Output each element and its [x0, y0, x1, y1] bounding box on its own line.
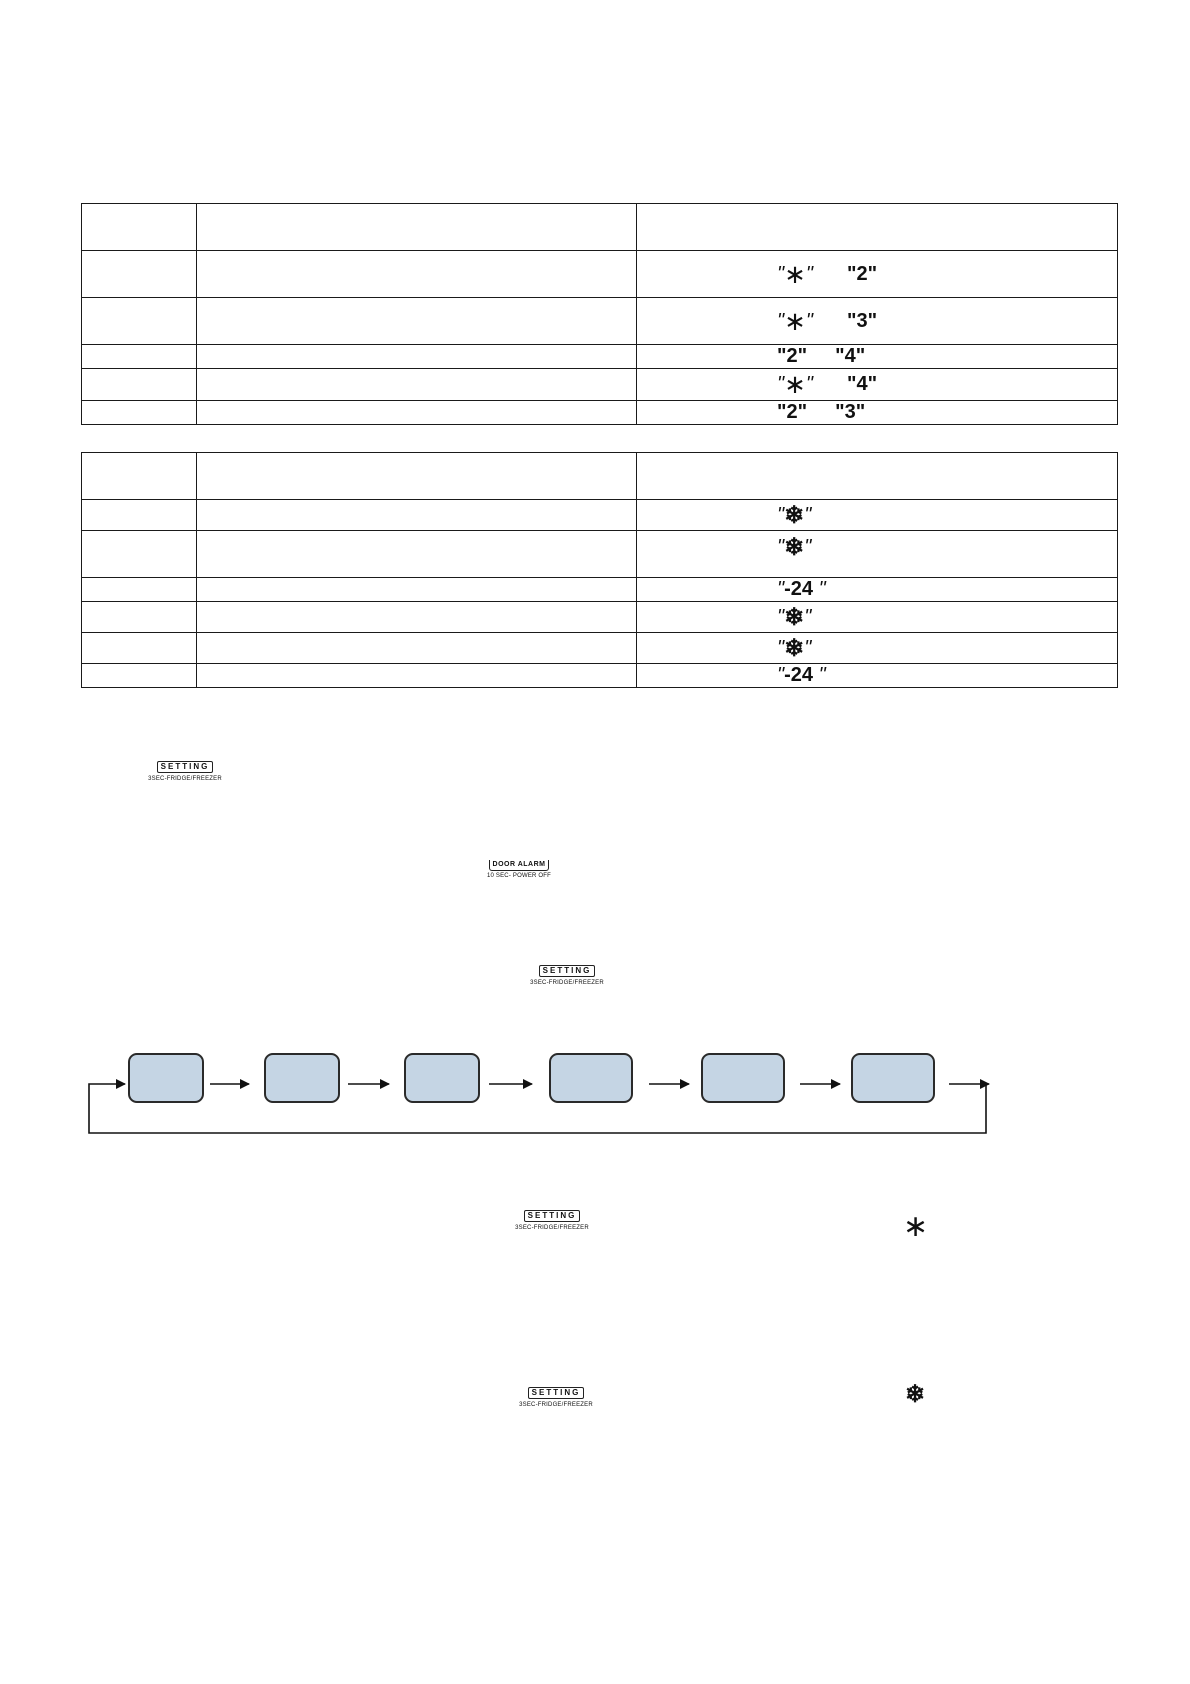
setting-button-icon — [145, 756, 225, 783]
value-text: 2 — [856, 262, 868, 285]
flow-step-box — [549, 1053, 633, 1103]
table-header-row — [82, 204, 1118, 251]
setting-label: SETTING — [157, 761, 214, 773]
freezer-symbol-icon: ❄ — [905, 1381, 926, 1408]
setting-label: SETTING — [528, 1387, 585, 1399]
table-header-row — [82, 453, 1118, 500]
fridge-symbol-icon: ∗ — [784, 305, 806, 336]
door-alarm-label: DOOR ALARM — [489, 860, 550, 871]
flow-step-box — [851, 1053, 935, 1103]
setting-button-icon — [508, 1205, 596, 1232]
value-text: 4 — [844, 345, 856, 367]
value-text: 2 — [786, 401, 798, 423]
fridge-settings-table — [81, 203, 1118, 425]
setting-sublabel: 3SEC-FRIDGE/FREEZER — [519, 1402, 593, 1408]
table-row: "∗" "3" — [82, 298, 1118, 345]
value-text: 3 — [856, 309, 868, 332]
setting-sublabel: 3SEC-FRIDGE/FREEZER — [515, 1225, 589, 1231]
table-row: "2" "3" — [82, 401, 1118, 425]
flow-step-box — [128, 1053, 204, 1103]
freezer-settings-table — [81, 452, 1118, 688]
value-text: 4 — [856, 372, 868, 395]
setting-sublabel: 3SEC-FRIDGE/FREEZER — [530, 980, 604, 986]
table-row: "❄" — [82, 602, 1118, 633]
setting-sublabel: 3SEC-FRIDGE/FREEZER — [148, 776, 222, 782]
table-row: "-24 " — [82, 664, 1118, 688]
temperature-value: -24 — [784, 664, 814, 686]
fridge-symbol-icon: ∗ — [784, 258, 806, 289]
temperature-value: -24 — [784, 578, 814, 600]
fridge-symbol-icon: ∗ — [784, 369, 806, 399]
setting-label: SETTING — [539, 965, 596, 977]
table-row: "❄" — [82, 500, 1118, 531]
freezer-symbol-icon: ❄ — [784, 603, 805, 631]
value-text: 2 — [786, 345, 798, 367]
table-row: "❄" — [82, 633, 1118, 664]
setting-button-icon — [514, 1382, 598, 1409]
table-row: "-24 " — [82, 578, 1118, 602]
value-text: 3 — [844, 401, 856, 423]
setting-button-icon — [523, 960, 611, 987]
door-alarm-sublabel: 10 SEC- POWER OFF — [486, 873, 552, 879]
fridge-symbol-icon: ∗ — [903, 1210, 929, 1243]
table-row: "2" "4" — [82, 345, 1118, 369]
flow-step-box — [404, 1053, 480, 1103]
flow-step-box — [264, 1053, 340, 1103]
setting-label: SETTING — [524, 1210, 581, 1222]
freezer-symbol-icon: ❄ — [784, 534, 805, 561]
door-alarm-button-icon — [479, 853, 559, 880]
freezer-symbol-icon: ❄ — [784, 501, 805, 529]
freezer-symbol-icon: ❄ — [784, 634, 805, 662]
table-row: "∗" "4" — [82, 369, 1118, 401]
flow-step-box — [701, 1053, 785, 1103]
table-row: "∗" "2" — [82, 251, 1118, 298]
table-row: "❄" — [82, 531, 1118, 578]
